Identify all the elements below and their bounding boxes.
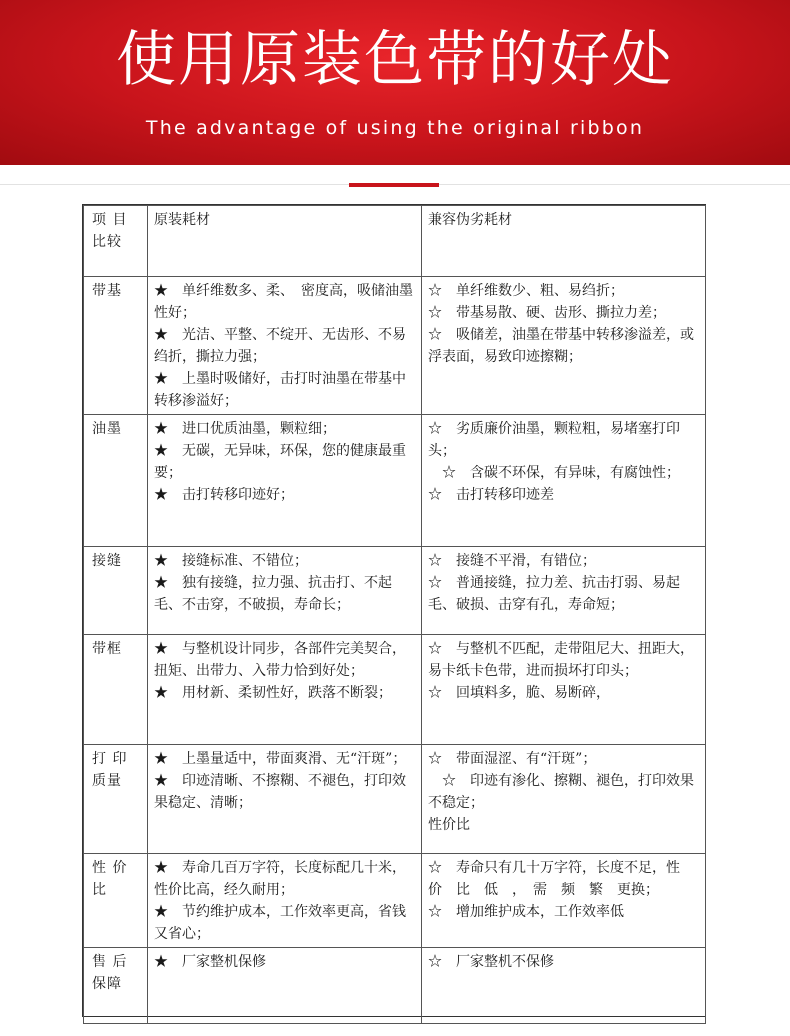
comparison-table	[82, 204, 706, 1017]
original-entry: ★ 用材新、柔韧性好，跌落不断裂；	[154, 685, 392, 701]
compatible-entry: ☆ 击打转移印迹差	[428, 487, 554, 503]
original-cell	[148, 948, 422, 1024]
original-cell	[148, 277, 422, 415]
header-original-cell: 原装耗材	[148, 206, 422, 277]
compatible-entry: ☆ 与整机不匹配，走带阻尼大、扭距大，易卡纸卡色带，进而损坏打印头；	[428, 641, 694, 679]
compatible-entry: ☆ 带基易散、硬、齿形、撕拉力差；	[428, 305, 666, 321]
row-label: 打 印 质量	[84, 745, 148, 854]
original-cell	[148, 635, 422, 745]
header-compatible-cell: 兼容伪劣耗材	[422, 206, 706, 277]
row-label: 油墨	[84, 415, 148, 547]
original-cell	[148, 745, 422, 854]
compatible-cell	[422, 547, 706, 635]
compatible-cell	[422, 277, 706, 415]
original-cell	[148, 415, 422, 547]
compatible-entry: ☆ 印迹有渗化、擦糊、褪色，打印效果不稳定；	[428, 773, 694, 811]
original-entry: ★ 厂家整机保修	[154, 954, 266, 970]
original-entry: ★ 节约维护成本，工作效率更高，省钱又省心；	[154, 904, 406, 942]
compatible-entry: ☆ 带面湿涩、有“汗斑”；	[428, 751, 597, 767]
compatible-entry: ☆ 吸储差，油墨在带基中转移渗溢差，或浮表面，易致印迹擦糊；	[428, 327, 694, 365]
table-row	[84, 415, 706, 547]
compatible-entry: ☆ 普通接缝，拉力差、抗击打弱、易起毛、破损、击穿有孔，寿命短；	[428, 575, 680, 613]
compatible-entry: ☆ 寿命只有几十万字符，长度不足，性 价 比 低 ， 需 频 繁 更换；	[428, 860, 694, 898]
table-row	[84, 854, 706, 948]
header-item-label: 项 目 比较	[92, 212, 128, 250]
row-label: 带框	[84, 635, 148, 745]
row-label: 带基	[84, 277, 148, 415]
compatible-cell	[422, 415, 706, 547]
compatible-entry: ☆ 增加维护成本，工作效率低	[428, 904, 624, 920]
section-divider-accent	[349, 183, 439, 187]
row-label: 售 后 保障	[84, 948, 148, 1024]
compatible-cell	[422, 854, 706, 948]
banner-subtitle: The advantage of using the original ribbon	[145, 117, 645, 139]
compatible-cell	[422, 635, 706, 745]
original-entry: ★ 光洁、平整、不绽开、无齿形、不易绉折，撕拉力强；	[154, 327, 406, 365]
table-row	[84, 547, 706, 635]
table-header-row	[84, 206, 706, 277]
original-entry: ★ 印迹清晰、不擦糊、不褪色，打印效果稳定、清晰；	[154, 773, 406, 811]
header-banner	[0, 0, 790, 165]
header-item-cell	[84, 206, 148, 277]
compatible-cell	[422, 745, 706, 854]
compatible-cell	[422, 948, 706, 1024]
original-entry: ★ 独有接缝，拉力强、抗击打、不起毛、不击穿，不破损，寿命长；	[154, 575, 392, 613]
original-entry: ★ 击打转移印迹好；	[154, 487, 294, 503]
table-row	[84, 635, 706, 745]
table-row	[84, 277, 706, 415]
original-entry: ★ 接缝标准、不错位；	[154, 553, 308, 569]
row-label: 接缝	[84, 547, 148, 635]
original-entry: ★ 单纤维数多、柔、 密度高，吸储油墨性好；	[154, 283, 413, 321]
original-entry: ★ 寿命几百万字符，长度标配几十米，性价比高，经久耐用；	[154, 860, 406, 898]
row-label: 性 价 比	[84, 854, 148, 948]
compatible-entry: ☆ 厂家整机不保修	[428, 954, 554, 970]
compatible-entry: ☆ 劣质廉价油墨，颗粒粗，易堵塞打印头；	[428, 421, 680, 459]
original-entry: ★ 与整机设计同步，各部件完美契合，扭矩、出带力、入带力恰到好处；	[154, 641, 406, 679]
banner-title: 使用原装色带的好处	[116, 25, 674, 95]
original-entry: ★ 上墨时吸储好，击打时油墨在带基中转移渗溢好；	[154, 371, 406, 409]
original-cell	[148, 854, 422, 948]
compatible-entry: ☆ 接缝不平滑，有错位；	[428, 553, 596, 569]
original-entry: ★ 进口优质油墨，颗粒细；	[154, 421, 336, 437]
compatible-entry: ☆ 含碳不环保，有异味，有腐蚀性；	[428, 465, 680, 481]
table-row	[84, 948, 706, 1024]
original-entry: ★ 无碳，无异味，环保，您的健康最重要；	[154, 443, 406, 481]
compatible-entry: 性价比	[428, 817, 470, 833]
compatible-entry: ☆ 单纤维数少、粗、易绉折；	[428, 283, 624, 299]
original-cell	[148, 547, 422, 635]
original-entry: ★ 上墨量适中，带面爽滑、无“汗斑”；	[154, 751, 407, 767]
compatible-entry: ☆ 回填料多，脆、易断碎，	[428, 685, 610, 701]
table-row	[84, 745, 706, 854]
